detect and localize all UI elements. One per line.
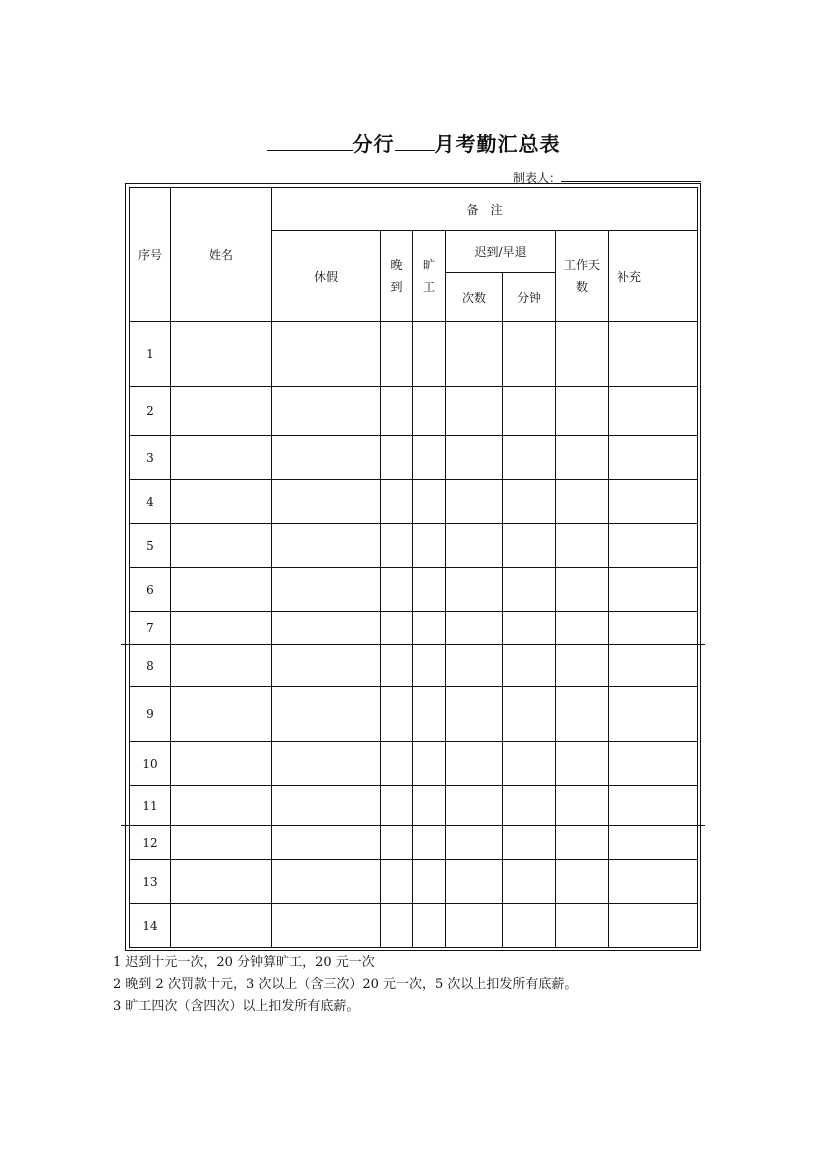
table-cell[interactable]	[272, 904, 381, 948]
table-cell[interactable]	[609, 568, 698, 612]
table-cell[interactable]	[503, 322, 556, 387]
table-cell[interactable]	[503, 904, 556, 948]
table-cell[interactable]	[381, 645, 413, 687]
title-branch-text: 分行	[352, 132, 395, 156]
table-cell[interactable]	[609, 322, 698, 387]
table-cell[interactable]	[171, 480, 272, 524]
table-cell[interactable]	[609, 786, 698, 826]
table-cell[interactable]	[556, 612, 609, 645]
table-cell[interactable]	[171, 645, 272, 687]
table-cell[interactable]	[503, 387, 556, 436]
header-remarks: 备 注	[272, 188, 698, 231]
table-cell[interactable]	[556, 860, 609, 904]
row-number: 6	[130, 568, 171, 612]
table-cell[interactable]	[381, 436, 413, 480]
table-cell[interactable]	[556, 387, 609, 436]
table-cell[interactable]	[171, 387, 272, 436]
table-cell[interactable]	[609, 645, 698, 687]
table-cell[interactable]	[272, 387, 381, 436]
table-cell[interactable]	[381, 387, 413, 436]
table-row	[130, 387, 698, 436]
table-row	[130, 645, 698, 687]
table-cell[interactable]	[446, 524, 503, 568]
header-late-char2: 到	[390, 280, 403, 294]
table-cell[interactable]	[272, 645, 381, 687]
notes-section	[113, 952, 577, 1018]
table-cell[interactable]	[446, 742, 503, 786]
table-cell[interactable]	[272, 436, 381, 480]
row-number: 2	[130, 387, 171, 436]
table-cell[interactable]	[272, 322, 381, 387]
header-leave: 休假	[272, 231, 381, 322]
table-cell[interactable]	[381, 480, 413, 524]
header-late-char1: 晚	[390, 258, 403, 272]
table-row	[130, 612, 698, 645]
table-cell[interactable]	[446, 612, 503, 645]
table-cell[interactable]	[503, 645, 556, 687]
page-title	[0, 128, 827, 157]
attendance-table	[129, 187, 698, 948]
table-cell[interactable]	[556, 436, 609, 480]
table-cell[interactable]	[171, 436, 272, 480]
table-cell[interactable]	[503, 860, 556, 904]
table-cell[interactable]	[381, 568, 413, 612]
table-cell[interactable]	[609, 524, 698, 568]
table-cell[interactable]	[171, 612, 272, 645]
table-cell[interactable]	[381, 826, 413, 860]
table-cell[interactable]	[413, 645, 446, 687]
table-cell[interactable]	[381, 524, 413, 568]
table-cell[interactable]	[503, 786, 556, 826]
table-cell[interactable]	[503, 742, 556, 786]
header-minutes: 分钟	[503, 273, 556, 322]
table-cell[interactable]	[446, 904, 503, 948]
table-cell[interactable]	[503, 436, 556, 480]
table-cell[interactable]	[272, 480, 381, 524]
table-cell[interactable]	[171, 322, 272, 387]
header-absent-char2: 工	[422, 280, 435, 294]
header-absent	[413, 231, 446, 322]
table-cell[interactable]	[413, 480, 446, 524]
table-cell[interactable]	[446, 387, 503, 436]
row-number: 14	[130, 904, 171, 948]
row-number: 8	[130, 645, 171, 687]
table-cell[interactable]	[446, 826, 503, 860]
table-cell[interactable]	[503, 480, 556, 524]
table-cell[interactable]	[556, 826, 609, 860]
table-cell[interactable]	[446, 322, 503, 387]
table-cell[interactable]	[556, 904, 609, 948]
table-cell[interactable]	[413, 904, 446, 948]
table-cell[interactable]	[413, 524, 446, 568]
month-blank	[395, 132, 435, 151]
header-absent-char1: 旷	[422, 258, 435, 272]
table-cell[interactable]	[413, 860, 446, 904]
table-cell[interactable]	[503, 568, 556, 612]
table-cell[interactable]	[272, 612, 381, 645]
header-workdays-line2: 数	[575, 280, 588, 294]
table-cell[interactable]	[272, 742, 381, 786]
table-cell[interactable]	[413, 436, 446, 480]
table-cell[interactable]	[446, 568, 503, 612]
table-row	[130, 687, 698, 742]
table-cell[interactable]	[413, 786, 446, 826]
row-number: 11	[130, 786, 171, 826]
table-cell[interactable]	[171, 568, 272, 612]
table-cell[interactable]	[503, 612, 556, 645]
table-cell[interactable]	[556, 742, 609, 786]
table-cell[interactable]	[413, 322, 446, 387]
table-cell[interactable]	[171, 860, 272, 904]
table-cell[interactable]	[413, 687, 446, 742]
table-cell[interactable]	[381, 612, 413, 645]
table-row	[130, 904, 698, 948]
header-supplement: 补充	[609, 231, 698, 322]
table-row	[130, 568, 698, 612]
table-cell[interactable]	[503, 687, 556, 742]
table-cell[interactable]	[272, 524, 381, 568]
table-cell[interactable]	[272, 860, 381, 904]
header-times: 次数	[446, 273, 503, 322]
table-row	[130, 742, 698, 786]
table-cell[interactable]	[446, 436, 503, 480]
table-body	[130, 322, 698, 948]
table-cell[interactable]	[171, 904, 272, 948]
table-row	[130, 524, 698, 568]
row-number: 1	[130, 322, 171, 387]
table-cell[interactable]	[609, 904, 698, 948]
row-divider-tick	[697, 644, 705, 645]
table-cell[interactable]	[446, 480, 503, 524]
header-late-early: 迟到/早退	[446, 231, 556, 273]
note-item: 3 旷工四次（含四次）以上扣发所有底薪。	[113, 999, 360, 1014]
table-cell[interactable]	[413, 742, 446, 786]
row-number: 13	[130, 860, 171, 904]
row-number: 10	[130, 742, 171, 786]
table-row	[130, 826, 698, 860]
table-cell[interactable]	[556, 687, 609, 742]
header-late	[381, 231, 413, 322]
table-cell[interactable]	[446, 860, 503, 904]
table-cell[interactable]	[609, 742, 698, 786]
table-cell[interactable]	[556, 524, 609, 568]
table-cell[interactable]	[609, 612, 698, 645]
table-cell[interactable]	[171, 826, 272, 860]
table-cell[interactable]	[503, 524, 556, 568]
table-cell[interactable]	[556, 786, 609, 826]
table-cell[interactable]	[556, 480, 609, 524]
table-cell[interactable]	[556, 645, 609, 687]
branch-blank	[267, 132, 353, 151]
header-name: 姓名	[171, 188, 272, 322]
table-row	[130, 786, 698, 826]
row-divider-tick	[121, 644, 129, 645]
table-cell[interactable]	[556, 568, 609, 612]
note-item: 1 迟到十元一次，20 分钟算旷工，20 元一次	[113, 955, 375, 970]
table-cell[interactable]	[413, 826, 446, 860]
table-cell[interactable]	[171, 687, 272, 742]
row-number: 4	[130, 480, 171, 524]
row-number: 7	[130, 612, 171, 645]
note-item: 2 晚到 2 次罚款十元，3 次以上（含三次）20 元一次，5 次以上扣发所有底薪。	[113, 977, 578, 992]
header-workdays-line1: 工作天	[563, 258, 600, 272]
table-cell[interactable]	[272, 786, 381, 826]
table-cell[interactable]	[503, 826, 556, 860]
table-cell[interactable]	[381, 904, 413, 948]
table-row	[130, 322, 698, 387]
table-cell[interactable]	[609, 826, 698, 860]
table-cell[interactable]	[381, 687, 413, 742]
table-cell[interactable]	[381, 860, 413, 904]
title-main-text: 月考勤汇总表	[434, 132, 561, 156]
table-row	[130, 860, 698, 904]
row-number: 12	[130, 826, 171, 860]
table-cell[interactable]	[446, 786, 503, 826]
table-cell[interactable]	[609, 860, 698, 904]
table-cell[interactable]	[272, 687, 381, 742]
maker-blank-line	[561, 168, 701, 182]
table-cell[interactable]	[609, 436, 698, 480]
table-cell[interactable]	[381, 322, 413, 387]
row-number: 3	[130, 436, 171, 480]
table-cell[interactable]	[171, 524, 272, 568]
table-cell[interactable]	[609, 387, 698, 436]
table-cell[interactable]	[381, 786, 413, 826]
table-cell[interactable]	[413, 612, 446, 645]
row-divider-tick	[697, 825, 705, 826]
table-cell[interactable]	[556, 322, 609, 387]
table-cell[interactable]	[413, 568, 446, 612]
table-cell[interactable]	[609, 480, 698, 524]
table-cell[interactable]	[609, 687, 698, 742]
row-divider-tick	[121, 825, 129, 826]
row-number: 5	[130, 524, 171, 568]
table-cell[interactable]	[446, 687, 503, 742]
header-seq: 序号	[130, 188, 171, 322]
header-workdays	[556, 231, 609, 322]
maker-label: 制表人：	[512, 171, 561, 185]
table-cell[interactable]	[272, 568, 381, 612]
table-cell[interactable]	[171, 742, 272, 786]
table-cell[interactable]	[381, 742, 413, 786]
table-cell[interactable]	[171, 786, 272, 826]
table-row	[130, 436, 698, 480]
table-cell[interactable]	[413, 387, 446, 436]
table-cell[interactable]	[446, 645, 503, 687]
table-row	[130, 480, 698, 524]
row-number: 9	[130, 687, 171, 742]
table-cell[interactable]	[272, 826, 381, 860]
